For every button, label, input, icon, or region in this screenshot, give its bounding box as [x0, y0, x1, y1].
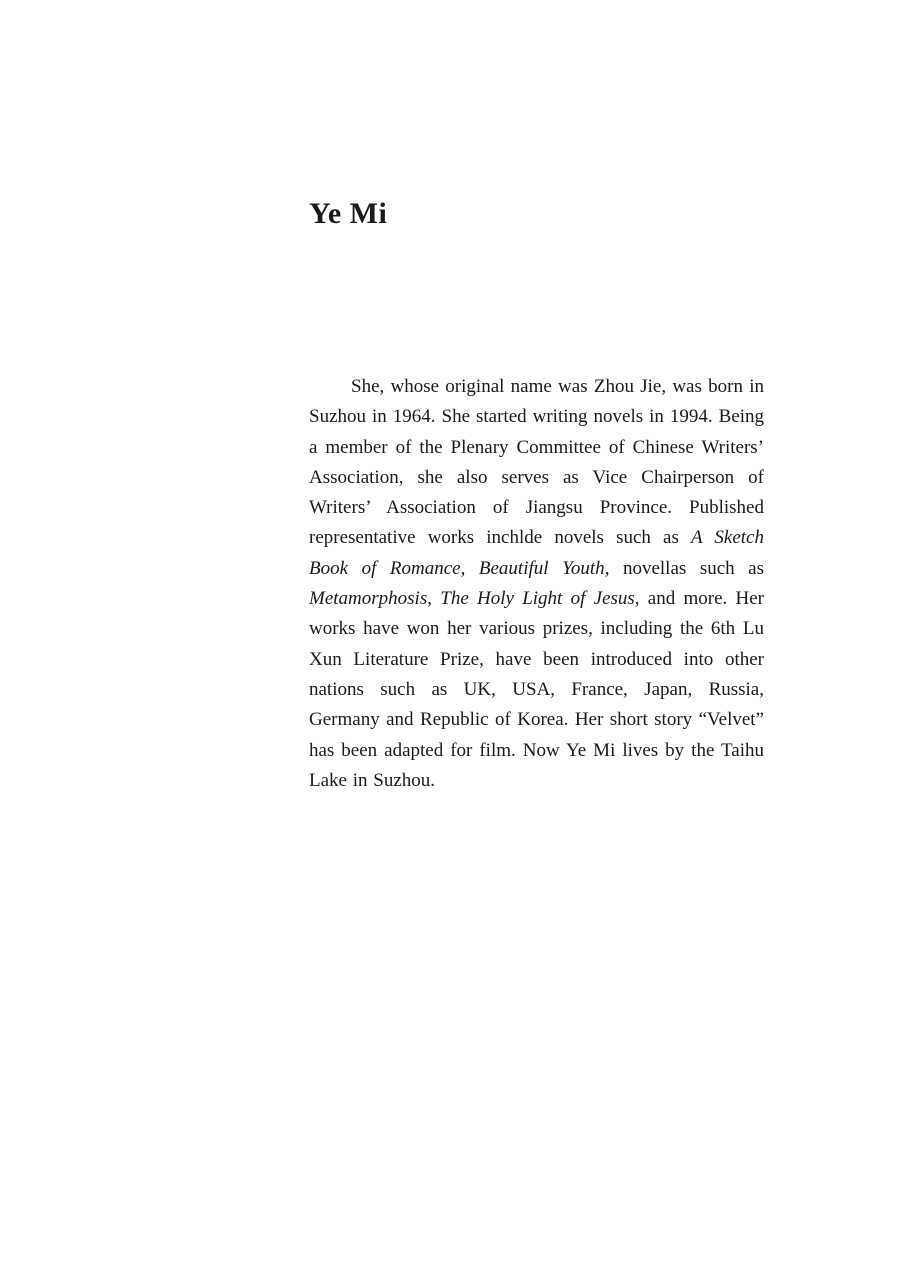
work-title-metamorphosis: Metamorphosis [309, 588, 428, 610]
work-title-beautiful-youth: Beautiful Youth [478, 557, 605, 579]
author-name-heading: Ye Mi [309, 197, 388, 230]
bio-separator-2: , [427, 588, 441, 610]
bio-text-part1: She, whose original name was Zhou Jie, was born in Suzhou in 1964. She started writing novels in 1994. Being a member of the Plenary Committee of Chinese Writers’ Association, she also serves as Vice Chairperson of Writers’ Association of Jiangsu Province. Published representative works inchlde novels such as [309, 376, 764, 549]
bio-separator-1 [465, 558, 479, 579]
work-title-holy-light: The Holy Light of Jesus [440, 588, 635, 610]
work-title-sketch-book: A Sketch Book of Romance, [309, 527, 764, 579]
author-bio-paragraph [309, 372, 764, 796]
bio-text-part2: , novellas such as [604, 557, 765, 579]
bio-text-part3: , and more. Her works have won her various prizes, including the 6th Lu Xun Literature Prize, have been introduced into other nations such as UK, USA, France, Japan, Russia, Germany and Republic of Korea. Her short story “Velvet” has been adapted for film. Now Ye Mi lives by the Taihu Lake in Suzhou. [309, 588, 764, 791]
